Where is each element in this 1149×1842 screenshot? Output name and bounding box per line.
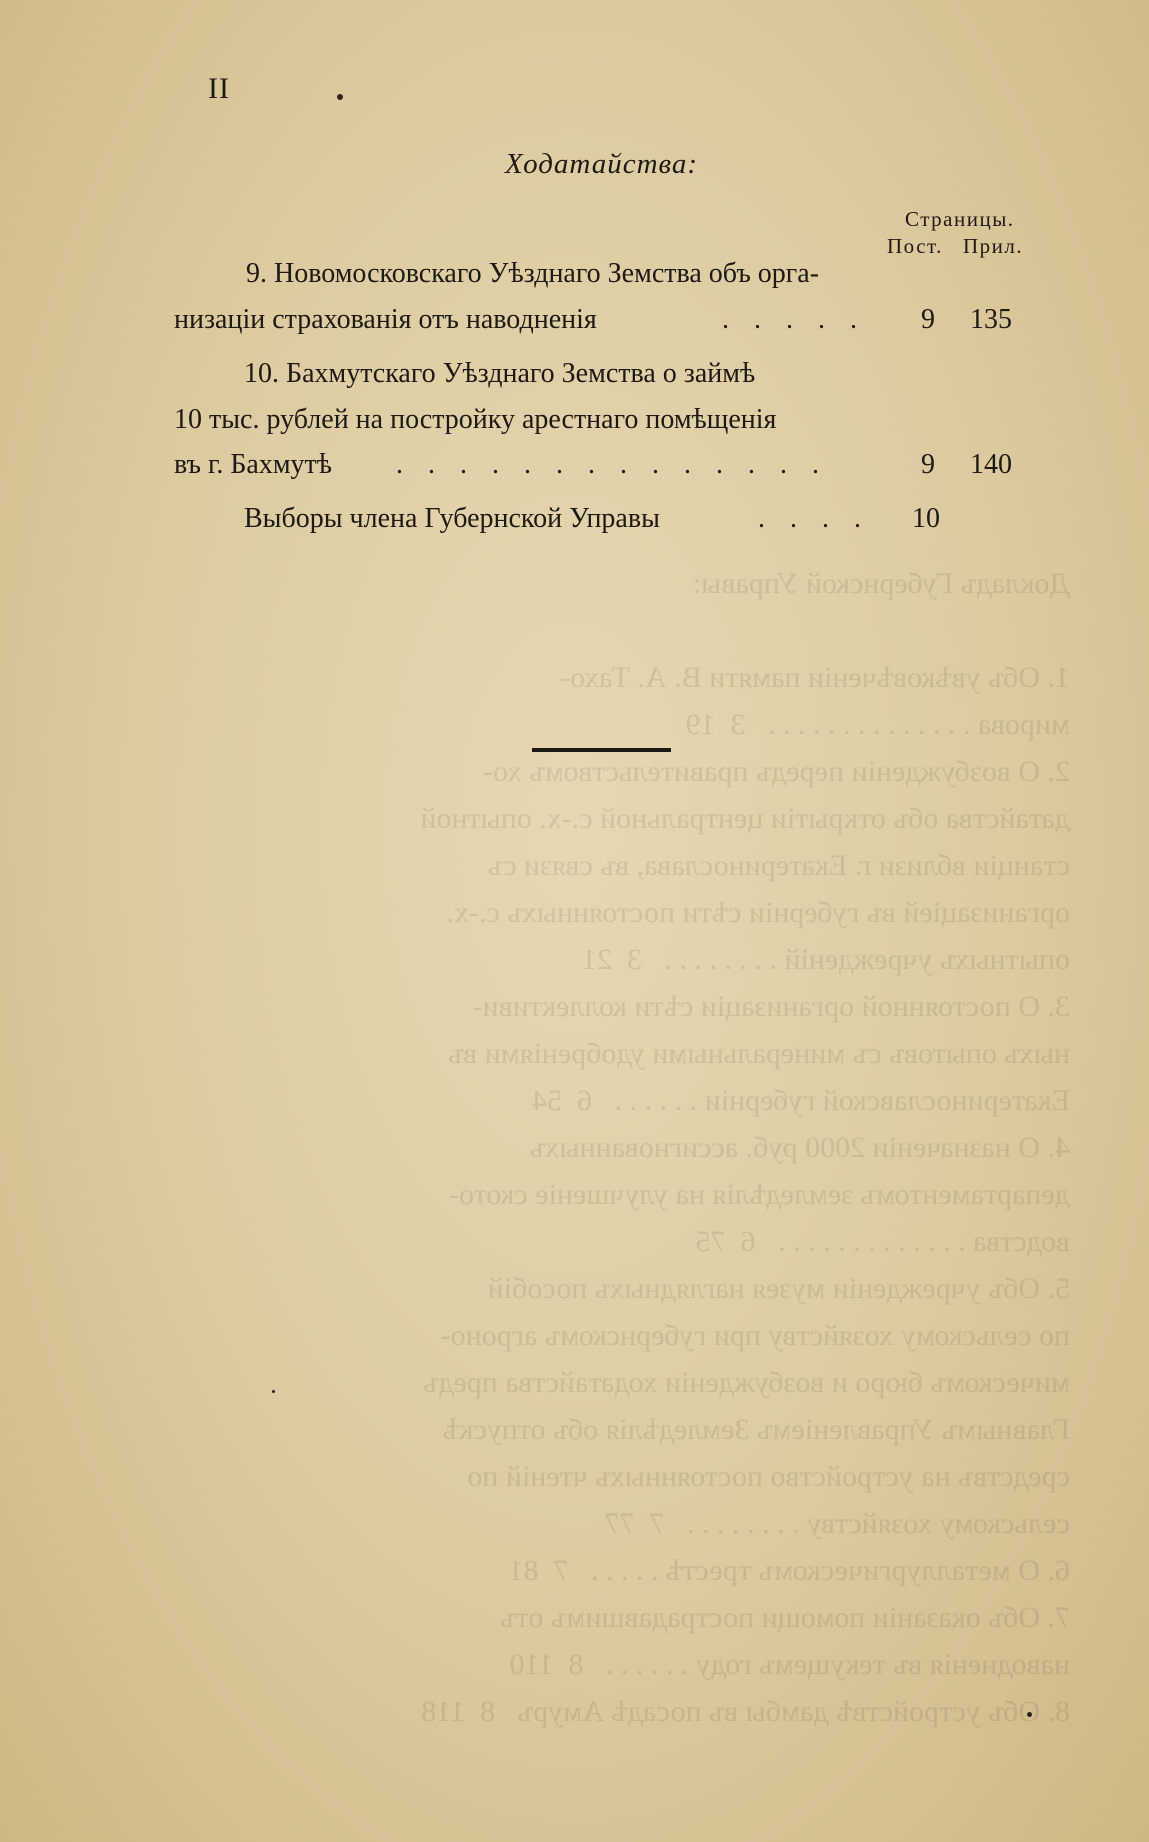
- entry-10-line-3: въ г. Бахмутѣ: [174, 449, 332, 480]
- entry-9-line-1: 9. Новомосковскаго Уѣзднаго Земства объ орга-: [246, 258, 820, 289]
- ink-speck: [272, 1390, 275, 1393]
- entry-10-post-page: 9: [921, 449, 935, 480]
- entry-10-line-1: 10. Бахмутскаго Уѣзднаго Земства о займѣ: [244, 358, 756, 389]
- entry-9-leader: . . . . .: [722, 304, 866, 335]
- column-header-post: Пост.: [887, 234, 943, 258]
- closing-rule: [532, 748, 671, 752]
- show-through-text: Докладъ Губернской Управы: 1. Объ увѣковѣченіи памяти В. А. Тахо- мирова . . . . . . . . . . . . . . 3 19 2. О возбужденіи передъ правительствомъ хо- датайства объ открытіи центральной с.-х. опытной станціи вблизи г. Екатеринослава, въ связи съ организаціей въ губерніи сѣти постоянныхъ с.-х. опытныхъ учрежденій . . . . . . . . 3 21 3. О постоянной организаціи сѣти коллективи- ныхъ опытовъ съ минеральными удобреніями въ Екатеринославской губерніи . . . . . . 6 54 4. О назначеніи 2000 руб. ассигнованныхъ департаментомъ земледѣлія на улучшеніе ското- водства . . . . . . . . . . . . . 6 75 5. Объ учрежденіи музея наглядныхъ пособій по сельскому хозяйству при губернскомъ агроно- мическомъ бюро и возбужденіи ходатайства предъ Главнымъ Управленіемъ Земледѣлія объ отпускѣ средствъ на устройство постоянныхъ чтеній по сельскому хозяйству . . . . . . . . 7 77 6. О металлургическомъ трестѣ . . . . . 7 81 7. Объ оказаніи помощи пострадавшимъ отъ наводненія въ текущемъ году . . . . . . 8 110 8. Объ устройствѣ дамбы въ посадѣ Амуръ 8 118: [420, 567, 1070, 1728]
- ink-dot: [337, 94, 343, 100]
- ink-speck: [1027, 1712, 1032, 1717]
- entry-9-line-2: низаціи страхованія отъ наводненія: [174, 304, 597, 335]
- column-header-pages: Страницы.: [905, 207, 1015, 231]
- entry-10-leader: . . . . . . . . . . . . . .: [396, 449, 828, 480]
- elections-post-page: 10: [912, 503, 940, 534]
- entry-9-post-page: 9: [921, 304, 935, 335]
- entry-9-pril-page: 135: [970, 304, 1012, 335]
- elections-leader: . . . .: [758, 503, 870, 534]
- column-header-pril: Прил.: [963, 234, 1024, 258]
- entry-10-pril-page: 140: [970, 449, 1012, 480]
- elections-line: Выборы члена Губернской Управы: [244, 503, 660, 534]
- entry-10-line-2: 10 тыс. рублей на постройку арестнаго помѣщенія: [174, 404, 777, 435]
- section-title: Ходатайства:: [505, 148, 699, 180]
- page-number: II: [208, 72, 230, 105]
